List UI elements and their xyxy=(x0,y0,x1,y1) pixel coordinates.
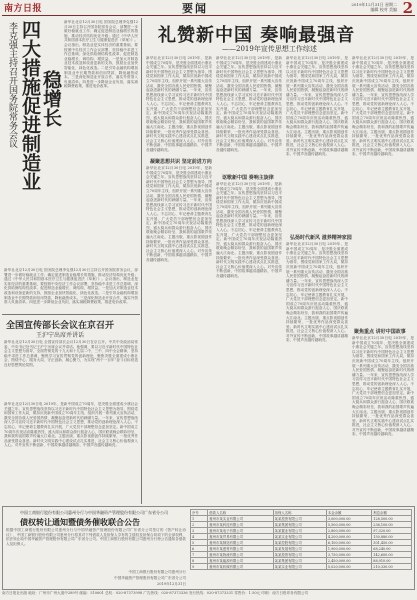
masthead xyxy=(2,0,415,16)
table-cell: 惠州市某物流有限公司 xyxy=(208,552,273,558)
main-story-body: 新华社北京12月30日电 2019年，是新中国成立70周年，是决胜全面建成小康社会关键之年。宣传思想战线坚持以习近平新时代中国特色社会主义思想为指导，围绕党和国家工作大局，紧扣庆祝新中国成立70周年主线，组织开展一系列重大宣传活动，激发全国各族人民爱国热情，凝聚起奋进新时代的磅礴力量。一年来，宣传思想战线深入学习宣传习近平新时代中国特色社会主义思想，推动党的创新理论深入人心。不忘初心、牢记使命主题教育扎实开展，广大党员干部理想信念更加坚定。新中国成立70周年庆祝活动隆重热烈，盛大阅兵和群众游行振奋人心，国庆联欢晚会精彩纷呈，我和我的祖国歌声传遍大江南北。主题出版、重点影视剧创作持续繁荣，一批优秀作品深受群众喜爱。新时代文明实践中心建设试点扎实推进，社会主义核心价值观深入人心。对外宣传不断创新，中国故事越讲越精彩，中国声音越传越响亮。 xyxy=(216,182,282,278)
table-cell: 142,600.00 xyxy=(372,552,412,558)
table-header: 序号 xyxy=(191,510,208,516)
table-cell: 某某集团有限公司 xyxy=(273,558,326,564)
table-cell: 某某投资有限公司 xyxy=(273,516,326,522)
notice-signatory-b: 中国华融资产管理股份有限公司广东省分公司 xyxy=(114,576,186,580)
section-title: 要闻 xyxy=(182,2,208,15)
table-cell: 5,020,000.00 xyxy=(326,564,371,570)
table-cell: 1,900,000.00 xyxy=(326,546,371,552)
main-subline: ——2019年宣传思想工作综述 xyxy=(222,45,317,53)
table-header: 利息余额 xyxy=(372,510,412,516)
table-cell: 某某实业有限公司 xyxy=(273,564,326,570)
date-line: 2019年12月31日 星期二 xyxy=(351,2,397,7)
table-cell: 3,750,000.00 xyxy=(326,552,371,558)
notice-body: 根据中国工商银行股份有限公司惠州分行与中国华融资产管理股份有限公司广东省分公司签订的《资产转让协议》，中国工商银行股份有限公司惠州分行将其对下列借款人及担保人享有的主债权及担保合同项下的全部权利，依法转让给中国华融资产管理股份有限公司广东省分公司。中国工商银行股份有限公司惠州分行特公告通知各借款人及担保人。 xyxy=(6,528,186,546)
second-story-title: 全国宣传部长会议在京召开 xyxy=(6,321,115,331)
divider xyxy=(2,314,140,315)
table-cell: 2 xyxy=(191,522,208,528)
table-cell: 6 xyxy=(191,546,208,552)
second-story-body-cont: 新华社北京12月30日电 2019年，是新中国成立70周年，是决胜全面建成小康社会关键之年。宣传思想战线坚持以习近平新时代中国特色社会主义思想为指导，围绕党和国家工作大局，紧扣庆祝新中国成立70周年主线，组织开展一系列重大宣传活动，激发全国各族人民爱国热情，凝聚起奋进新时代的磅礴力量。一年来，宣传思想战线深入学习宣传习近平新时代中国特色社会主义思想，推动党的创新理论深入人心。不忘初心、牢记使命主题教育扎实开展，广大党员干部理想信念更加坚定。新中国成立70周年庆祝活动隆重热烈，盛大阅兵和群众游行振奋人心，国庆联欢晚会精彩纷呈，我和我的祖国歌声传遍大江南北。主题出版、重点影视剧创作持续繁荣，一批优秀作品深受群众喜爱。新时代文明实践中心建设试点扎实推进，社会主义核心价值观深入人心。对外宣传不断创新，中国故事越讲越精彩，中国声音越传越响亮。 xyxy=(4,402,138,448)
left-story-body-cont: 新华社北京12月30日电 国务院总理李克强12月30日主持召开国务院常务会议，部署进一步做好稳就业工作；确定促进制造业稳增长的措施，推动经济结构优化升级；通过《中华人民共和国基本医疗卫生与健康促进法（草案）》。会议指出，制造业是实体经济的重要基础，要按照中央经济工作会议部署，坚持稳中求进工作总基调，深化供给侧结构性改革，促进制造业稳增长、调结构、增效益。一是加大对制造业技术改造和设备更新的支持，鼓励企业加快智能化、绿色化改造。二是引导金融机构增加制造业中长期贷款和信用贷款，降低融资成本。三是深化制造业开放合作，落实外资准入负面清单。四是进一步降低企业负担，落实减税降费政策，推进电价改革。 xyxy=(4,268,138,305)
table-cell: 惠州市某实业有限公司 xyxy=(208,516,273,522)
main-story-body: 新华社北京12月30日电 2019年，是新中国成立70周年，是决胜全面建成小康社会关键之年。宣传思想战线坚持以习近平新时代中国特色社会主义思想为指导，围绕党和国家工作大局，紧扣庆祝新中国成立70周年主线，组织开展一系列重大宣传活动，激发全国各族人民爱国热情，凝聚起奋进新时代的磅礴力量。一年来，宣传思想战线深入学习宣传习近平新时代中国特色社会主义思想，推动党的创新理论深入人心。不忘初心、牢记使命主题教育扎实开展，广大党员干部理想信念更加坚定。新中国成立70周年庆祝活动隆重热烈，盛大阅兵和群众游行振奋人心，国庆联欢晚会精彩纷呈，我和我的祖国歌声传遍大江南北。主题出版、重点影视剧创作持续繁荣，一批优秀作品深受群众喜爱。新时代文明实践中心建设试点扎实推进，社会主义核心价值观深入人心。对外宣传不断创新，中国故事越讲越精彩，中国声音越传越响亮。 xyxy=(352,56,414,157)
notice-issuer: 中国工商银行股份有限公司惠州分行与中国华融资产管理股份有限公司广东省分公司 xyxy=(20,510,168,515)
table-cell: 某某集团有限公司 xyxy=(273,522,326,528)
table-cell: 210,330.00 xyxy=(372,564,412,570)
left-story-title-b: 稳增长 xyxy=(40,70,62,127)
footer-imprint: 南方日报社出版 地址：广州市广州大道中289号 邮编：510601 总机：020-87373998 广告热线：020-87373336 发行热线：020-87373331 零售价：1.50元 印刷：南方日报印务有限公司 xyxy=(2,591,309,595)
table-cell: 4 xyxy=(191,534,208,540)
second-story-body: 新华社北京12月30日电 全国宣传部长会议12月30日在京召开。中共中央政治局常委、中央书记处书记王沪宁出席会议并讲话。他强调，要以习近平新时代中国特色社会主义思想为指导，全面贯彻党的十九大和十九届二中、三中、四中全会精神，坚持稳中求进工作总基调，聚焦学习宣传贯彻党的创新理论，聚焦决胜全面建成小康社会，围绕中心、服务大局，守正创新、凝心聚力，为实现“两个一百年”奋斗目标营造良好思想舆论氛围。 xyxy=(4,340,138,367)
section-head: 聚焦重点 讲好中国故事 xyxy=(354,329,406,335)
main-story-body: 新华社北京12月30日电 2019年，是新中国成立70周年，是决胜全面建成小康社会关键之年。宣传思想战线坚持以习近平新时代中国特色社会主义思想为指导，围绕党和国家工作大局，紧扣庆祝新中国成立70周年主线，组织开展一系列重大宣传活动，激发全国各族人民爱国热情，凝聚起奋进新时代的磅礴力量。一年来，宣传思想战线深入学习宣传习近平新时代中国特色社会主义思想，推动党的创新理论深入人心。不忘初心、牢记使命主题教育扎实开展，广大党员干部理想信念更加坚定。新中国成立70周年庆祝活动隆重热烈，盛大阅兵和群众游行振奋人心，国庆联欢晚会精彩纷呈，我和我的祖国歌声传遍大江南北。主题出版、重点影视剧创作持续繁荣，一批优秀作品深受群众喜爱。新时代文明实践中心建设试点扎实推进，社会主义核心价值观深入人心。对外宣传不断创新，中国故事越讲越精彩，中国声音越传越响亮。 xyxy=(286,242,348,343)
section-head: 讴歌新中国 奏响主旋律 xyxy=(222,175,274,181)
table-cell: 3,000,000.00 xyxy=(326,516,371,522)
table-cell: 97,320.00 xyxy=(372,528,412,534)
table-cell: 惠州市某贸易有限公司 xyxy=(208,534,273,540)
table-cell: 惠州市某电子有限公司 xyxy=(208,528,273,534)
table-header: 担保人名称 xyxy=(273,510,326,516)
table-cell: 某某发展有限公司 xyxy=(273,546,326,552)
table-cell: 150,880.00 xyxy=(372,534,412,540)
table-cell: 128,500.00 xyxy=(372,516,412,522)
table-cell: 惠州市某建材有限公司 xyxy=(208,546,273,552)
main-story-body: 新华社北京12月30日电 2019年，是新中国成立70周年，是决胜全面建成小康社会关键之年。宣传思想战线坚持以习近平新时代中国特色社会主义思想为指导，围绕党和国家工作大局，紧扣庆祝新中国成立70周年主线，组织开展一系列重大宣传活动，激发全国各族人民爱国热情，凝聚起奋进新时代的磅礴力量。一年来，宣传思想战线深入学习宣传习近平新时代中国特色社会主义思想，推动党的创新理论深入人心。不忘初心、牢记使命主题教育扎实开展，广大党员干部理想信念更加坚定。新中国成立70周年庆祝活动隆重热烈，盛大阅兵和群众游行振奋人心，国庆联欢晚会精彩纷呈，我和我的祖国歌声传遍大江南北。主题出版、重点影视剧创作持续繁荣，一批优秀作品深受群众喜爱。新时代文明实践中心建设试点扎实推进，社会主义核心价值观深入人心。对外宣传不断创新，中国故事越讲越精彩，中国声音越传越响亮。 xyxy=(286,56,348,157)
page-number: 2 xyxy=(402,0,413,17)
table-cell: 2,450,000.00 xyxy=(326,558,371,564)
table-cell: 惠州市某制造有限公司 xyxy=(208,540,273,546)
table-cell: 某某投资有限公司 xyxy=(273,552,326,558)
left-story-title-a: 四大措施促进制造业 xyxy=(19,20,41,191)
table-cell: 2,800,000.00 xyxy=(326,528,371,534)
main-headline: 礼赞新中国 奏响最强音 xyxy=(158,25,356,46)
notice-title: 债权转让通知暨债务催收联合公告 xyxy=(20,517,140,527)
table-cell: 某某置业有限公司 xyxy=(273,528,326,534)
second-story-subtitle: 王沪宁出席并讲话 xyxy=(36,332,85,339)
table-cell: 5 xyxy=(191,540,208,546)
table-cell: 8 xyxy=(191,558,208,564)
table-cell: 惠州市某机械有限公司 xyxy=(208,564,273,570)
table-cell: 1 xyxy=(191,516,208,522)
table-row xyxy=(191,564,412,570)
table-cell: 某某控股有限公司 xyxy=(273,540,326,546)
table-cell: 7 xyxy=(191,552,208,558)
table-cell: 5,500,000.00 xyxy=(326,522,371,528)
table-header: 借款人名称 xyxy=(208,510,273,516)
table-cell: 惠州市某能源有限公司 xyxy=(208,558,273,564)
divider xyxy=(141,18,142,504)
section-head: 弘扬时代新风 滋养精神家园 xyxy=(290,235,352,241)
table-cell: 301,450.00 xyxy=(372,540,412,546)
left-story-body: 新华社北京12月30日电 国务院总理李克强12月30日主持召开国务院常务会议，部署进一步做好稳就业工作；确定促进制造业稳增长的措施，推动经济结构优化升级；通过《中华人民共和国基本医疗卫生与健康促进法（草案）》。会议指出，制造业是实体经济的重要基础，要按照中央经济工作会议部署，坚持稳中求进工作总基调，深化供给侧结构性改革，促进制造业稳增长、调结构、增效益。一是加大对制造业技术改造和设备更新的支持，鼓励企业加快智能化、绿色化改造。二是引导金融机构增加制造业中长期贷款和信用贷款，降低融资成本。三是深化制造业开放合作，落实外资准入负面清单。四是进一步降低企业负担，落实减税降费政策，推进电价改革。 xyxy=(64,20,138,89)
table-cell: 3 xyxy=(191,528,208,534)
table-cell: 某某实业有限公司 xyxy=(273,534,326,540)
section-head: 凝聚思想共识 坚定前进方向 xyxy=(150,159,212,165)
masthead-meta xyxy=(351,2,397,12)
notice-table xyxy=(190,509,412,570)
table-cell: 68,240.00 xyxy=(372,546,412,552)
table-cell: 4,200,000.00 xyxy=(326,534,371,540)
notice-signatory-a: 中国工商银行股份有限公司惠州分行 xyxy=(128,570,186,574)
left-story-kicker: 李克强主持召开国务院常务会议 xyxy=(7,22,17,148)
table-cell: 236,100.00 xyxy=(372,522,412,528)
table-cell: 6,100,000.00 xyxy=(326,540,371,546)
paper-name: 南方日报 xyxy=(4,4,43,14)
main-story-body: 新华社北京12月30日电 2019年，是新中国成立70周年，是决胜全面建成小康社会关键之年。宣传思想战线坚持以习近平新时代中国特色社会主义思想为指导，围绕党和国家工作大局，紧扣庆祝新中国成立70周年主线，组织开展一系列重大宣传活动，激发全国各族人民爱国热情，凝聚起奋进新时代的磅礴力量。一年来，宣传思想战线深入学习宣传习近平新时代中国特色社会主义思想，推动党的创新理论深入人心。不忘初心、牢记使命主题教育扎实开展，广大党员干部理想信念更加坚定。新中国成立70周年庆祝活动隆重热烈，盛大阅兵和群众游行振奋人心，国庆联欢晚会精彩纷呈，我和我的祖国歌声传遍大江南北。主题出版、重点影视剧创作持续繁荣，一批优秀作品深受群众喜爱。新时代文明实践中心建设试点扎实推进，社会主义核心价值观深入人心。对外宣传不断创新，中国故事越讲越精彩，中国声音越传越响亮。 xyxy=(216,56,282,152)
editor-line: 编辑 校对 美编 xyxy=(370,7,397,12)
main-story-body: 新华社北京12月30日电 2019年，是新中国成立70周年，是决胜全面建成小康社会关键之年。宣传思想战线坚持以习近平新时代中国特色社会主义思想为指导，围绕党和国家工作大局，紧扣庆祝新中国成立70周年主线，组织开展一系列重大宣传活动，激发全国各族人民爱国热情，凝聚起奋进新时代的磅礴力量。一年来，宣传思想战线深入学习宣传习近平新时代中国特色社会主义思想，推动党的创新理论深入人心。不忘初心、牢记使命主题教育扎实开展，广大党员干部理想信念更加坚定。新中国成立70周年庆祝活动隆重热烈，盛大阅兵和群众游行振奋人心，国庆联欢晚会精彩纷呈，我和我的祖国歌声传遍大江南北。主题出版、重点影视剧创作持续繁荣，一批优秀作品深受群众喜爱。新时代文明实践中心建设试点扎实推进，社会主义核心价值观深入人心。对外宣传不断创新，中国故事越讲越精彩，中国声音越传越响亮。 xyxy=(146,166,212,262)
notice-date: 2019年12月31日 xyxy=(156,582,186,586)
main-story-body: 新华社北京12月30日电 2019年，是新中国成立70周年，是决胜全面建成小康社会关键之年。宣传思想战线坚持以习近平新时代中国特色社会主义思想为指导，围绕党和国家工作大局，紧扣庆祝新中国成立70周年主线，组织开展一系列重大宣传活动，激发全国各族人民爱国热情，凝聚起奋进新时代的磅礴力量。一年来，宣传思想战线深入学习宣传习近平新时代中国特色社会主义思想，推动党的创新理论深入人心。不忘初心、牢记使命主题教育扎实开展，广大党员干部理想信念更加坚定。新中国成立70周年庆祝活动隆重热烈，盛大阅兵和群众游行振奋人心，国庆联欢晚会精彩纷呈，我和我的祖国歌声传遍大江南北。主题出版、重点影视剧创作持续繁荣，一批优秀作品深受群众喜爱。新时代文明实践中心建设试点扎实推进，社会主义核心价值观深入人心。对外宣传不断创新，中国故事越讲越精彩，中国声音越传越响亮。 xyxy=(352,336,414,437)
table-cell: 惠州市某科技有限公司 xyxy=(208,522,273,528)
table-header: 本金余额 xyxy=(326,510,371,516)
table-cell: 9 xyxy=(191,564,208,570)
main-story-body: 新华社北京12月30日电 2019年，是新中国成立70周年，是决胜全面建成小康社会关键之年。宣传思想战线坚持以习近平新时代中国特色社会主义思想为指导，围绕党和国家工作大局，紧扣庆祝新中国成立70周年主线，组织开展一系列重大宣传活动，激发全国各族人民爱国热情，凝聚起奋进新时代的磅礴力量。一年来，宣传思想战线深入学习宣传习近平新时代中国特色社会主义思想，推动党的创新理论深入人心。不忘初心、牢记使命主题教育扎实开展，广大党员干部理想信念更加坚定。新中国成立70周年庆祝活动隆重热烈，盛大阅兵和群众游行振奋人心，国庆联欢晚会精彩纷呈，我和我的祖国歌声传遍大江南北。主题出版、重点影视剧创作持续繁荣，一批优秀作品深受群众喜爱。新时代文明实践中心建设试点扎实推进，社会主义核心价值观深入人心。对外宣传不断创新，中国故事越讲越精彩，中国声音越传越响亮。 xyxy=(146,56,212,152)
table-cell: 88,910.00 xyxy=(372,558,412,564)
